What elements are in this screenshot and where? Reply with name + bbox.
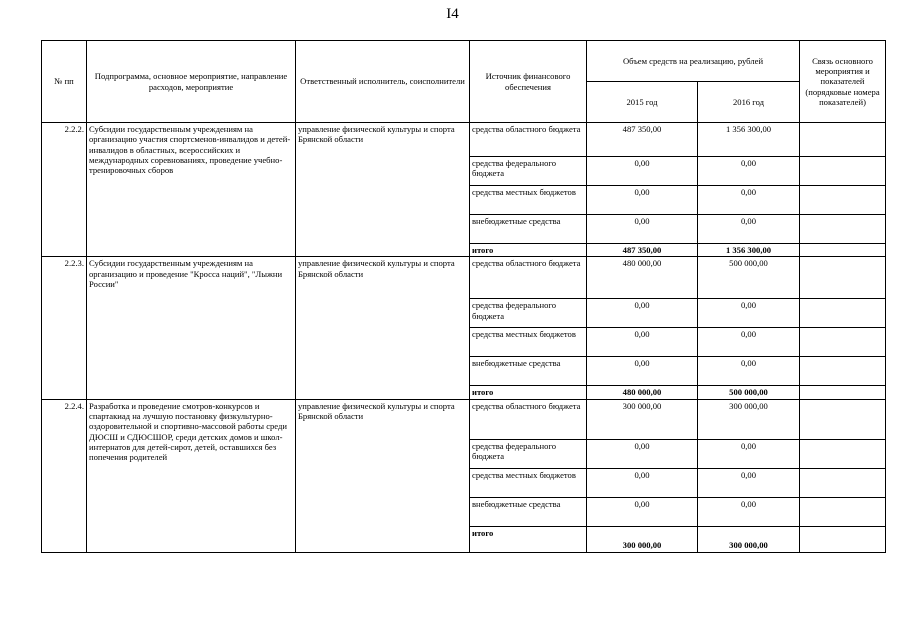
header-link: Связь основного мероприятия и показателей (порядковые номера показателей) [800, 41, 886, 123]
budget-table [41, 40, 886, 553]
funding-source: итого [470, 386, 587, 399]
amount-2015: 487 350,00 [587, 123, 698, 157]
amount-2015: 0,00 [587, 497, 698, 526]
indicator-link [800, 526, 886, 552]
amount-2015: 300 000,00 [587, 526, 698, 552]
header-year-2016: 2016 год [698, 82, 800, 123]
program-description: Субсидии государственным учреждениям на организацию участия спортсменов-инвалидов и детей-инвалидов в областных, всероссийских и международных соревнованиях, проведение учебно-тренировочных сборов [87, 123, 296, 257]
amount-2015: 0,00 [587, 357, 698, 386]
item-code: 2.2.3. [42, 257, 87, 399]
funding-source: средства областного бюджета [470, 123, 587, 157]
amount-2015: 300 000,00 [587, 399, 698, 439]
indicator-link [800, 328, 886, 357]
amount-2016: 0,00 [698, 157, 800, 186]
amount-2016: 500 000,00 [698, 386, 800, 399]
program-description: Субсидии государственным учреждениям на организацию и проведение "Кросса наций", "Лыжни России" [87, 257, 296, 399]
executor: управление физической культуры и спорта Брянской области [296, 399, 470, 552]
funding-source: итого [470, 526, 587, 552]
amount-2016: 0,00 [698, 357, 800, 386]
executor: управление физической культуры и спорта Брянской области [296, 257, 470, 399]
header-source: Источник финансового обеспечения [470, 41, 587, 123]
amount-2016: 0,00 [698, 328, 800, 357]
funding-source: внебюджетные средства [470, 215, 587, 244]
header-program: Подпрограмма, основное мероприятие, направление расходов, мероприятие [87, 41, 296, 123]
indicator-link [800, 215, 886, 244]
amount-2015: 480 000,00 [587, 257, 698, 299]
indicator-link [800, 299, 886, 328]
header-num: № пп [42, 41, 87, 123]
funding-source: средства областного бюджета [470, 257, 587, 299]
indicator-link [800, 186, 886, 215]
funding-source: внебюджетные средства [470, 357, 587, 386]
funding-source: средства местных бюджетов [470, 328, 587, 357]
program-description: Разработка и проведение смотров-конкурсов и спартакиад на лучшую постановку физкультурно-оздоровительной и спортивно-массовой работы среди ДЮСШ и СДЮСШОР, среди детских домов и школ-интернатов для детей-сирот, детей, оставшихся без попечения родителей [87, 399, 296, 552]
item-code: 2.2.4. [42, 399, 87, 552]
amount-2016: 500 000,00 [698, 257, 800, 299]
header-row [42, 41, 886, 82]
amount-2016: 0,00 [698, 299, 800, 328]
funding-source: средства федерального бюджета [470, 299, 587, 328]
amount-2015: 0,00 [587, 299, 698, 328]
table-row [42, 399, 886, 439]
amount-2016: 0,00 [698, 497, 800, 526]
amount-2016: 300 000,00 [698, 526, 800, 552]
amount-2015: 0,00 [587, 157, 698, 186]
amount-2016: 0,00 [698, 439, 800, 468]
indicator-link [800, 357, 886, 386]
indicator-link [800, 257, 886, 299]
indicator-link [800, 123, 886, 157]
header-year-2015: 2015 год [587, 82, 698, 123]
funding-source: средства местных бюджетов [470, 186, 587, 215]
indicator-link [800, 439, 886, 468]
funding-source: средства областного бюджета [470, 399, 587, 439]
amount-2015: 0,00 [587, 186, 698, 215]
indicator-link [800, 157, 886, 186]
executor: управление физической культуры и спорта Брянской области [296, 123, 470, 257]
amount-2015: 0,00 [587, 215, 698, 244]
funding-source: средства федерального бюджета [470, 439, 587, 468]
table-row [42, 123, 886, 157]
funding-source: средства местных бюджетов [470, 468, 587, 497]
amount-2015: 0,00 [587, 439, 698, 468]
indicator-link [800, 497, 886, 526]
amount-2015: 480 000,00 [587, 386, 698, 399]
amount-2016: 1 356 300,00 [698, 244, 800, 257]
amount-2016: 0,00 [698, 468, 800, 497]
amount-2015: 487 350,00 [587, 244, 698, 257]
header-executor: Ответственный исполнитель, соисполнители [296, 41, 470, 123]
amount-2015: 0,00 [587, 328, 698, 357]
amount-2016: 1 356 300,00 [698, 123, 800, 157]
amount-2016: 0,00 [698, 215, 800, 244]
funding-source: внебюджетные средства [470, 497, 587, 526]
indicator-link [800, 399, 886, 439]
funding-source: средства федерального бюджета [470, 157, 587, 186]
header-volume: Объем средств на реализацию, рублей [587, 41, 800, 82]
page-number: I4 [446, 6, 459, 22]
indicator-link [800, 386, 886, 399]
indicator-link [800, 468, 886, 497]
funding-source: итого [470, 244, 587, 257]
amount-2016: 300 000,00 [698, 399, 800, 439]
indicator-link [800, 244, 886, 257]
amount-2015: 0,00 [587, 468, 698, 497]
item-code: 2.2.2. [42, 123, 87, 257]
table-body [42, 123, 886, 553]
table-row [42, 257, 886, 299]
amount-2016: 0,00 [698, 186, 800, 215]
